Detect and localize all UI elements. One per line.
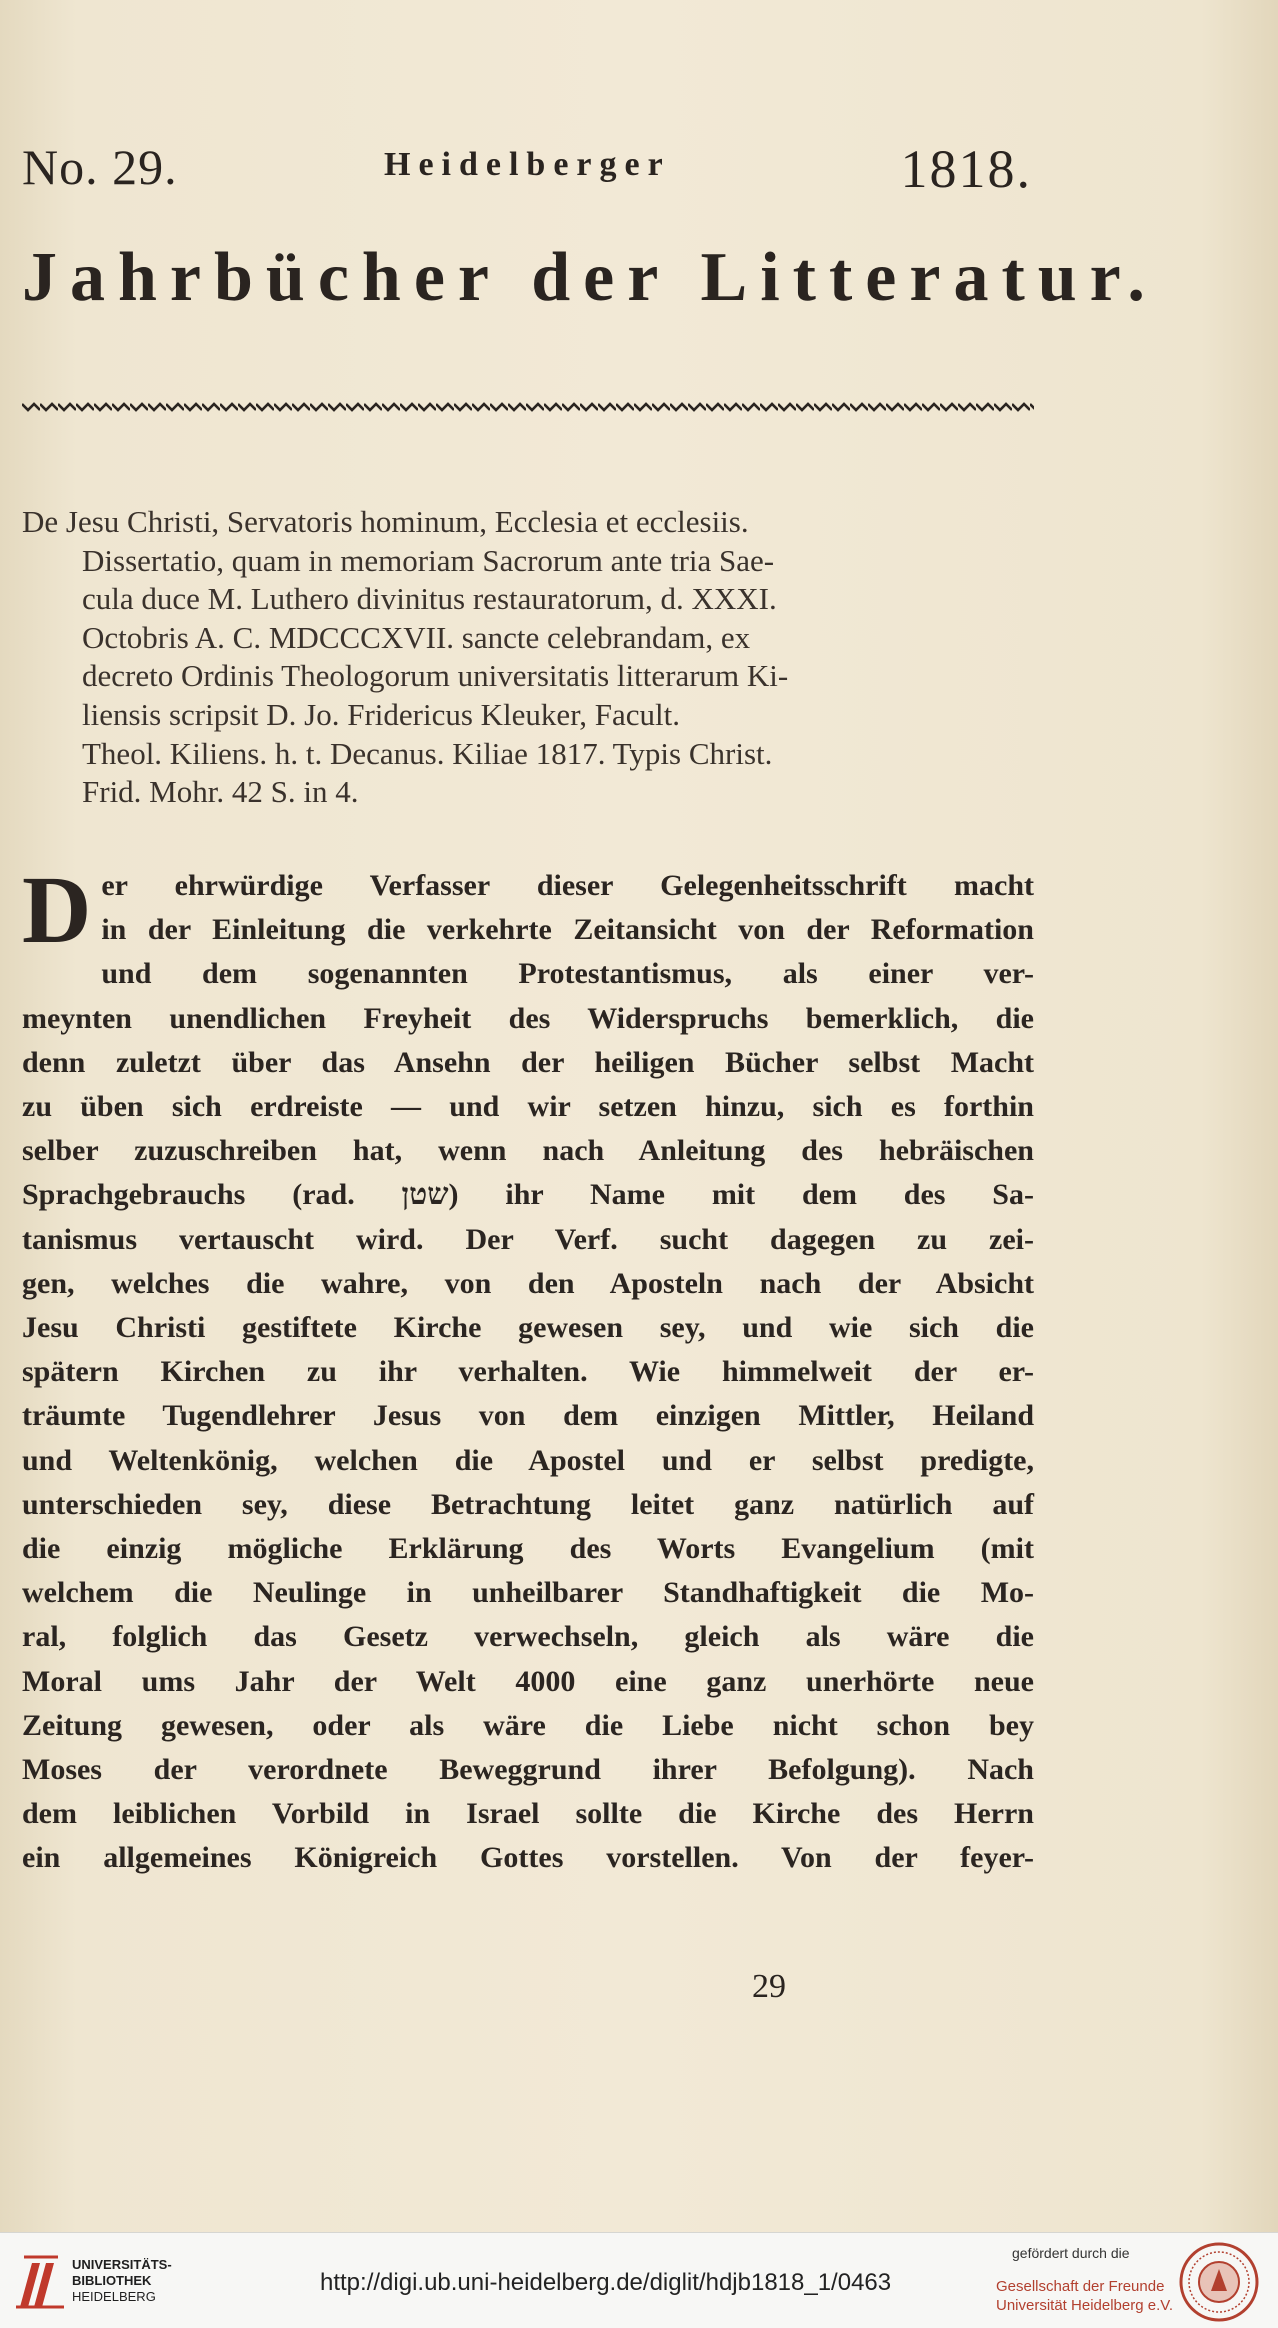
text-line: und Weltenkönig, welchen die Apostel und er selbst predigte, [22,1443,1034,1477]
journal-header [22,138,1032,218]
university-library-name[interactable]: UNIVERSITÄTS- BIBLIOTHEK HEIDELBERG [72,2257,172,2304]
review-line: decreto Ordinis Theologorum universitatis litterarum Ki- [82,658,789,694]
ornamental-rule [22,400,1034,414]
text-line: unterschieden sey, diese Betrachtung leitet ganz natürlich auf [22,1487,1034,1521]
issue-number: No. 29. [22,139,178,195]
review-heading [22,503,1034,812]
text-line: ein allgemeines Königreich Gottes vorstellen. Von der feyer- [22,1841,1034,1875]
text-line: spätern Kirchen zu ihr verhalten. Wie himmelweit der er- [22,1355,1034,1389]
journal-title: Jahrbücher der Litteratur. [22,239,1158,316]
permalink-url[interactable]: http://digi.ub.uni-heidelberg.de/diglit/hdjb1818_1/0463 [320,2269,892,2296]
text-line: er ehrwürdige Verfasser dieser Gelegenheitsschrift macht [101,869,1034,902]
text-line: träumte Tugendlehrer Jesus von dem einzigen Mittler, Heiland [22,1399,1034,1433]
university-seal-icon[interactable] [1178,2241,1260,2323]
review-line: De Jesu Christi, Servatoris hominum, Ecclesia et ecclesiis. [22,504,749,539]
review-line: Dissertatio, quam in memoriam Sacrorum ante tria Sae- [82,542,775,578]
text-line: Moses der verordnete Beweggrund ihrer Befolgung). Nach [22,1753,1034,1787]
text-line: selber zuzuschreiben hat, wenn nach Anleitung des hebräischen [22,1134,1034,1168]
text-line: gen, welches die wahre, von den Aposteln nach der Absicht [22,1266,1034,1300]
review-line: Octobris A. C. MDCCCXVII. sancte celebrandam, ex [82,619,751,655]
text-line: und dem sogenannten Protestantismus, als einer ver- [101,957,1034,991]
text-line: Zeitung gewesen, oder als wäre die Liebe nicht schon bey [22,1708,1034,1742]
drop-cap-initial: D [22,856,92,963]
text-line: tanismus vertauscht wird. Der Verf. sucht dagegen zu zei- [22,1222,1034,1256]
text-line: meynten unendlichen Freyheit des Widerspruchs bemerklich, die [22,1001,1034,1035]
year: 1818. [900,139,1032,199]
review-line: cula duce M. Luthero divinitus restauratorum, d. XXXI. [82,581,777,617]
sponsor-label: gefördert durch die [1012,2245,1130,2261]
page-number: 29 [752,1968,786,2005]
text-line: dem leiblichen Vorbild in Israel sollte die Kirche des Herrn [22,1797,1034,1831]
sponsor-name[interactable]: Gesellschaft der Freunde Universität Heidelberg e.V. [996,2278,1174,2314]
body-text [22,856,1034,1881]
university-library-logo-icon[interactable] [14,2253,66,2311]
review-line: Frid. Mohr. 42 S. in 4. [82,774,359,810]
review-line: Theol. Kiliens. h. t. Decanus. Kiliae 1817. Typis Christ. [82,735,773,771]
text-line: denn zuletzt über das Ansehn der heiligen Bücher selbst Macht [22,1045,1034,1079]
text-line: Moral ums Jahr der Welt 4000 eine ganz unerhörte neue [22,1664,1034,1698]
text-line: Jesu Christi gestiftete Kirche gewesen sey, und wie sich die [22,1311,1034,1345]
text-line: in der Einleitung die verkehrte Zeitansicht von der Reformation [101,913,1034,947]
journal-name-small: Heidelberger [384,146,671,183]
text-line: die einzig mögliche Erklärung des Worts Evangelium (mit [22,1532,1034,1566]
footer-bar [0,2232,1278,2328]
review-line: liensis scripsit D. Jo. Fridericus Kleuker, Facult. [82,696,681,732]
text-line: Sprachgebrauchs (rad. שטן) ihr Name mit dem des Sa- [22,1178,1034,1212]
text-line: zu üben sich erdreiste — und wir setzen hinzu, sich es forthin [22,1090,1034,1124]
text-line: ral, folglich das Gesetz verwechseln, gleich als wäre die [22,1620,1034,1654]
text-line: welchem die Neulinge in unheilbarer Standhaftigkeit die Mo- [22,1576,1034,1610]
